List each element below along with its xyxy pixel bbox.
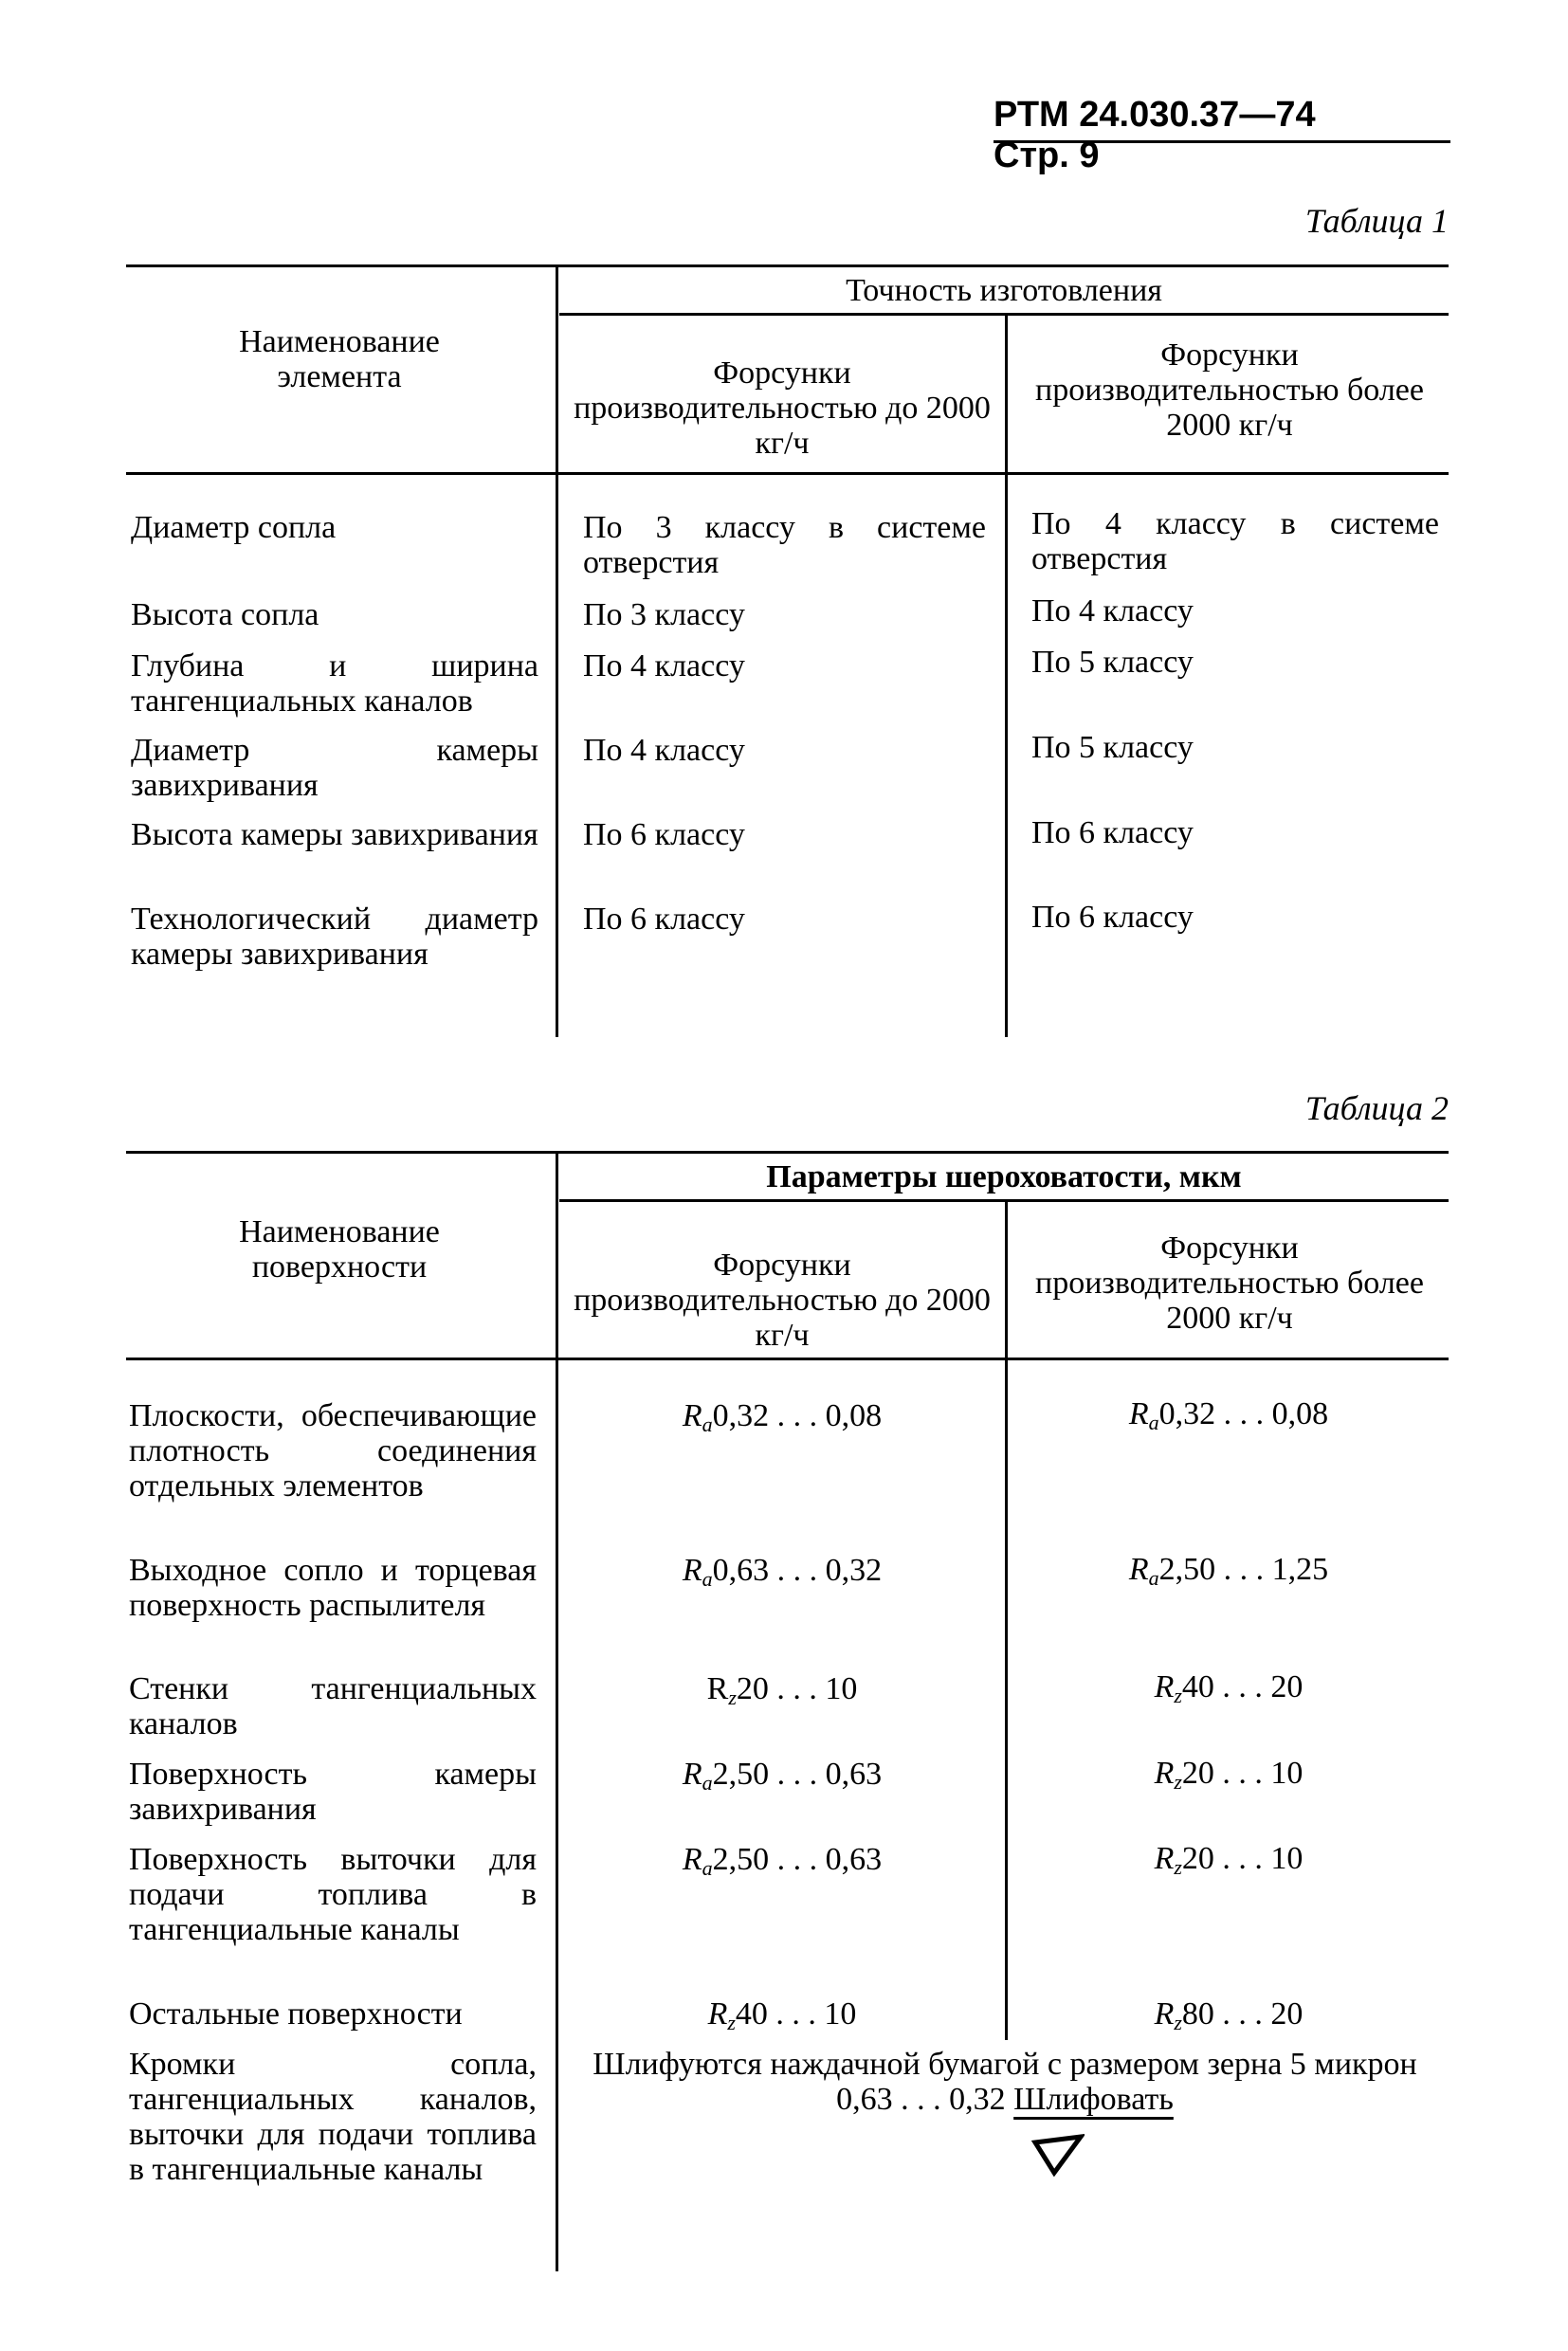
table1-row-3-name: Глубина и ширина тангенциальных каналов bbox=[131, 648, 538, 719]
table1-row-4-a: По 4 классу bbox=[583, 733, 745, 768]
table2-row-6-name: Остальные поверхности bbox=[129, 1996, 463, 2032]
table1-col-a-header: Форсунки производительностью до 2000 кг/ч bbox=[574, 355, 991, 461]
table2-row-3-a: $R_z20$ . . . 10 bbox=[706, 1671, 858, 1709]
table1-row-4-b: По 5 классу bbox=[1031, 730, 1194, 765]
table1-header-rule bbox=[126, 472, 1449, 475]
page-header bbox=[994, 95, 1449, 176]
table1-row-1-name: Диаметр сопла bbox=[131, 510, 337, 545]
table2-row-1-name: Плоскости, обеспечивающие плотность соединения отдельных элементов bbox=[129, 1398, 537, 1504]
table2-row-4-a: $R_a2,50$ . . . 0,63 bbox=[682, 1757, 883, 1795]
table1-row-1-a: По 3 классу в системе отверстия bbox=[583, 510, 986, 580]
table2-row-3-name: Стенки тангенциальных каналов bbox=[129, 1671, 537, 1741]
table1-row-5-b: По 6 классу bbox=[1031, 815, 1194, 850]
table1-caption: Таблица 1 bbox=[1304, 202, 1449, 240]
table1-row-6-a: По 6 классу bbox=[583, 902, 745, 937]
table2-row-7-note-text: Шлифуются наждачной бумагой с размером зерна 5 микрон 0,63 . . . 0,32 bbox=[593, 2047, 1417, 2117]
table2-row-7-name: Кромки сопла, тангенциальных каналов, выточки для подачи топлива в тангенциальные каналы bbox=[129, 2047, 537, 2187]
table2-divider-2 bbox=[1005, 1201, 1008, 2040]
table2-row-5-name: Поверхность выточки для подачи топлива в тангенциальные каналы bbox=[129, 1842, 537, 1947]
table2-caption: Таблица 2 bbox=[1304, 1089, 1449, 1127]
table1-row-2-a: По 3 классу bbox=[583, 597, 745, 632]
table2-row-2-name: Выходное сопло и торцевая поверхность распылителя bbox=[129, 1553, 537, 1623]
table1-top-rule bbox=[126, 264, 1449, 267]
page-number: Стр. 9 bbox=[994, 136, 1100, 175]
table2-row-7-note bbox=[569, 2047, 1441, 2117]
table2-row-2-b: $R_a2,50$ . . . 1,25 bbox=[1128, 1552, 1329, 1590]
table2-col-name-header: Наименование поверхности bbox=[239, 1214, 440, 1285]
table2-row-1-b: $R_a0,32$ . . . 0,08 bbox=[1128, 1396, 1329, 1434]
table1-row-3-b: По 5 классу bbox=[1031, 645, 1194, 680]
table2-row-7-note-underlined: Шлифовать bbox=[1013, 2082, 1174, 2117]
table2-row-2-a: $R_a0,63$ . . . 0,32 bbox=[682, 1553, 883, 1591]
table1-row-4-name: Диаметр камеры завихривания bbox=[131, 733, 538, 803]
table1-group-header: Точность изготовления bbox=[846, 273, 1162, 308]
table2-col-b-header: Форсунки производительностью более 2000 кг/ч bbox=[1035, 1230, 1424, 1336]
table1-divider-2 bbox=[1005, 315, 1008, 1037]
table1-col-name-header: Наименование элемента bbox=[239, 324, 440, 394]
table1-row-6-name: Технологический диаметр камеры завихривания bbox=[131, 902, 538, 972]
table1-row-2-name: Высота сопла bbox=[131, 597, 319, 632]
table1-row-1-b: По 4 классу в системе отверстия bbox=[1031, 506, 1439, 576]
table2-divider-1 bbox=[556, 1151, 558, 2271]
table2-group-header: Параметры шероховатости, мкм bbox=[766, 1159, 1242, 1194]
table2-row-4-name: Поверхность камеры завихривания bbox=[129, 1757, 537, 1827]
table1-row-3-a: По 4 классу bbox=[583, 648, 745, 683]
table1-row-2-b: По 4 классу bbox=[1031, 593, 1194, 629]
table1-divider-1 bbox=[556, 264, 558, 1037]
table2-header-rule bbox=[126, 1358, 1449, 1360]
table2-row-1-a: $R_a0,32$ . . . 0,08 bbox=[682, 1398, 883, 1436]
table2-row-5-b: $R_z20$ . . . 10 bbox=[1154, 1841, 1304, 1879]
table1-row-6-b: По 6 классу bbox=[1031, 900, 1194, 935]
header-rule bbox=[994, 140, 1450, 143]
table2-top-rule bbox=[126, 1151, 1449, 1154]
table2-row-6-b: $R_z80$ . . . 20 bbox=[1154, 1996, 1304, 2034]
table2-row-5-a: $R_a2,50$ . . . 0,63 bbox=[682, 1842, 883, 1880]
table2-row-4-b: $R_z20$ . . . 10 bbox=[1154, 1756, 1304, 1794]
table1-col-b-header: Форсунки производительностью более 2000 кг/ч bbox=[1035, 337, 1424, 443]
document-code: РТМ 24.030.37—74 bbox=[994, 95, 1316, 135]
table1-row-5-a: По 6 классу bbox=[583, 817, 745, 852]
table2-row-3-b: $R_z40$ . . . 20 bbox=[1154, 1669, 1304, 1707]
table1-row-5-name: Высота камеры завихривания bbox=[131, 817, 538, 852]
roughness-triangle-icon bbox=[1031, 2133, 1085, 2177]
table2-group-rule bbox=[559, 1199, 1449, 1202]
table2-col-a-header: Форсунки производительностью до 2000 кг/ч bbox=[574, 1248, 991, 1353]
table1-group-rule bbox=[559, 313, 1449, 316]
table2-row-6-a: $R_z40$ . . . 10 bbox=[707, 1996, 857, 2034]
